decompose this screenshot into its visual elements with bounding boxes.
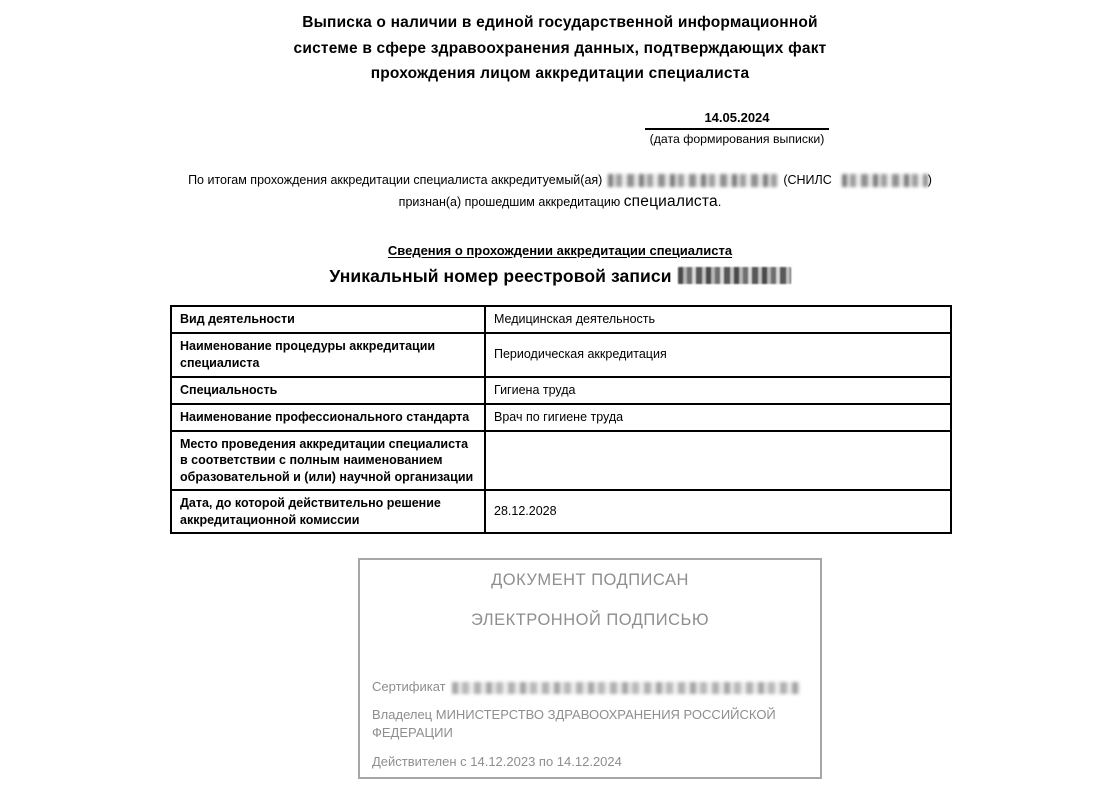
row-value: Врач по гигиене труда bbox=[485, 404, 951, 431]
redacted-certificate-number bbox=[452, 682, 800, 694]
row-label: Наименование процедуры аккредитации специалиста bbox=[171, 333, 485, 377]
electronic-signature-stamp bbox=[358, 558, 822, 779]
document-title-line-1: Выписка о наличии в единой государственной информационной bbox=[302, 14, 818, 31]
issue-date-caption: (дата формирования выписки) bbox=[649, 132, 825, 146]
certificate-label: Сертификат bbox=[372, 679, 446, 694]
certificate-owner-line: Владелец МИНИСТЕРСТВО ЗДРАВООХРАНЕНИЯ РОССИЙСКОЙ ФЕДЕРАЦИИ bbox=[372, 707, 776, 740]
registry-number-line bbox=[0, 266, 1120, 287]
issue-date: 14.05.2024 bbox=[645, 110, 829, 130]
row-label: Дата, до которой действительно решение аккредитационной комиссии bbox=[171, 490, 485, 533]
intro-period: . bbox=[717, 195, 722, 209]
intro-text-2: признан(а) прошедшим аккредитацию bbox=[398, 195, 621, 209]
row-label: Место проведения аккредитации специалиста в соответствии с полным наименованием образовательной и (или) научной организации bbox=[171, 431, 485, 491]
registry-number-label: Уникальный номер реестровой записи bbox=[329, 266, 672, 286]
redacted-snils-number bbox=[842, 174, 928, 187]
certificate-validity-line: Действителен с 14.12.2023 по 14.12.2024 bbox=[372, 754, 622, 769]
issue-date-block bbox=[645, 110, 829, 146]
row-value: Периодическая аккредитация bbox=[485, 333, 951, 377]
intro-paragraph bbox=[0, 171, 1120, 212]
table-row-specialty bbox=[171, 377, 951, 404]
document-title-line-2: системе в сфере здравоохранения данных, подтверждающих факт bbox=[293, 39, 827, 57]
accreditation-info-table bbox=[170, 305, 952, 534]
intro-emphasis-word: специалиста bbox=[623, 193, 718, 210]
table-row-professional-standard bbox=[171, 404, 951, 431]
signature-title-line-2: ЭЛЕКТРОННОЙ ПОДПИСЬЮ bbox=[470, 611, 710, 629]
table-row-accreditation-place bbox=[171, 431, 951, 491]
signature-title-line-1: ДОКУМЕНТ ПОДПИСАН bbox=[491, 571, 689, 589]
snils-label: (СНИЛС bbox=[783, 173, 832, 187]
table-row-valid-until-date bbox=[171, 490, 951, 533]
snils-close-paren: ) bbox=[927, 173, 932, 187]
intro-text: По итогам прохождения аккредитации специалиста аккредитуемый(ая) bbox=[188, 173, 603, 187]
table-row-procedure-name bbox=[171, 333, 951, 377]
row-value bbox=[485, 431, 951, 491]
row-label: Специальность bbox=[171, 377, 485, 404]
row-label: Вид деятельности bbox=[171, 306, 485, 333]
document-title bbox=[0, 10, 1120, 87]
certificate-line bbox=[372, 679, 800, 694]
document-title-line-3: прохождения лицом аккредитации специалиста bbox=[370, 65, 750, 82]
row-value: 28.12.2028 bbox=[485, 490, 951, 533]
row-value: Гигиена труда bbox=[485, 377, 951, 404]
section-heading bbox=[0, 243, 1120, 258]
redacted-person-name bbox=[608, 174, 778, 187]
intro-line-1 bbox=[0, 171, 1120, 190]
row-value: Медицинская деятельность bbox=[485, 306, 951, 333]
intro-line-2 bbox=[0, 192, 1120, 212]
redacted-registry-number bbox=[678, 267, 791, 284]
section-heading-text: Сведения о прохождении аккредитации специалиста bbox=[387, 243, 733, 258]
table-row-activity-type bbox=[171, 306, 951, 333]
row-label: Наименование профессионального стандарта bbox=[171, 404, 485, 431]
